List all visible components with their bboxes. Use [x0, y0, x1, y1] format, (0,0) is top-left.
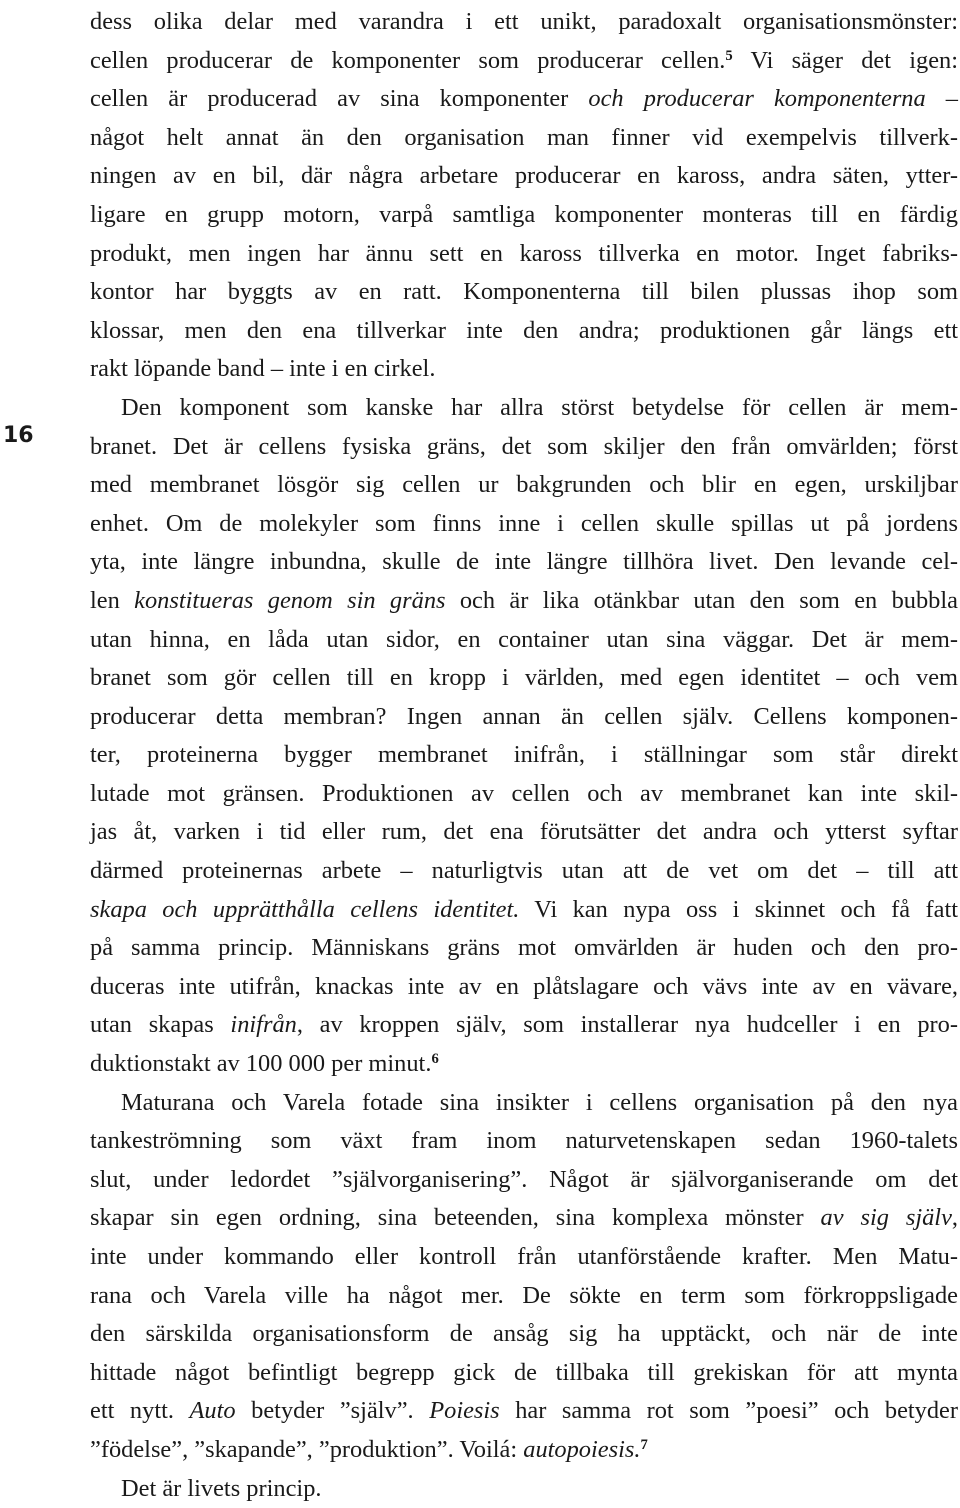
footnote-ref: 6 — [431, 1050, 439, 1067]
text-run: , av kroppen själv, som installerar nya hudceller i en pro- — [296, 1011, 958, 1039]
text-line — [90, 775, 958, 814]
text-run: jas åt, varken i tid eller rum, det ena förutsätter det andra och ytterst syftar — [90, 818, 958, 846]
text-line — [90, 698, 958, 737]
text-run: rana och Varela ville ha något mer. De sökte en term som förkroppsligade — [90, 1281, 958, 1309]
text-line — [90, 1392, 958, 1431]
text-line — [90, 350, 958, 389]
text-line — [90, 80, 958, 119]
italic-text: och producerar komponenterna — [588, 85, 926, 113]
text-run: Det är livets princip. — [121, 1474, 322, 1502]
text-run: branet. Det är cellens fysiska gräns, det som skiljer den från omvärlden; först — [90, 432, 958, 460]
text-run: yta, inte längre inbundna, skulle de inte längre tillhöra livet. Den levande cel- — [90, 548, 958, 576]
text-run: ligare en grupp motorn, varpå samtliga komponenter monteras till en färdig — [90, 200, 958, 228]
text-run: inte under kommando eller kontroll från utanförstående krafter. Men Matu- — [90, 1243, 958, 1270]
text-line — [90, 813, 958, 852]
text-line — [90, 1199, 958, 1238]
text-run: len — [90, 586, 135, 614]
text-run: har samma rot som ”poesi” och betyder — [499, 1397, 959, 1425]
italic-text: skapa och upprätthålla cellens identitet. — [90, 895, 520, 923]
text-line — [90, 1006, 958, 1045]
text-line — [90, 968, 958, 1007]
text-line — [90, 1045, 958, 1084]
text-line — [90, 891, 958, 930]
text-run: lutade mot gränsen. Produktionen av cellen och av membranet kan inte skil- — [90, 779, 958, 807]
text-run: enhet. Om de molekyler som finns inne i cellen skulle spillas ut på jordens — [90, 509, 958, 537]
text-run: skapar sin egen ordning, sina beteenden, sina komplexa mönster — [90, 1204, 821, 1232]
italic-text: autopoiesis. — [523, 1435, 641, 1463]
text-line — [90, 1122, 958, 1161]
italic-text: konstitueras genom sin gräns — [134, 586, 446, 614]
text-line — [90, 852, 958, 891]
text-line — [90, 157, 958, 196]
text-run: Den komponent som kanske har allra störst betydelse för cellen är mem- — [121, 393, 958, 421]
text-line — [90, 1431, 958, 1470]
text-line — [90, 929, 958, 968]
text-line — [90, 1354, 958, 1393]
text-run: något helt annat än den organisation man finner vid exempelvis tillverk- — [90, 123, 958, 151]
page-number: 16 — [3, 423, 34, 448]
text-run: ett nytt. — [90, 1397, 190, 1425]
text-line — [90, 196, 958, 235]
text-line — [90, 1277, 958, 1316]
text-run: utan hinna, en låda utan sidor, en container utan sina väggar. Det är mem- — [90, 625, 958, 653]
text-run: ningen av en bil, där några arbetare producerar en kaross, andra säten, ytter- — [90, 162, 958, 190]
text-line — [90, 505, 958, 544]
text-line — [90, 235, 958, 274]
text-run: ”födelse”, ”skapande”, ”produktion”. Voilá: — [90, 1435, 524, 1463]
text-line — [90, 659, 958, 698]
text-run: utan skapas — [90, 1011, 231, 1039]
text-run: hittade något befintligt begrepp gick de tillbaka till grekiskan för att mynta — [90, 1358, 958, 1386]
text-run: Vi säger det igen: — [732, 46, 958, 74]
text-run: duktionstakt av 100 000 per minut. — [90, 1050, 432, 1078]
text-run: , — [951, 1204, 959, 1232]
text-line — [90, 1315, 958, 1354]
body-text — [90, 3, 958, 1508]
text-line — [90, 466, 958, 505]
text-run: produkt, men ingen har ännu sett en kaross tillverka en motor. Inget fabriks- — [90, 239, 958, 267]
text-run: ter, proteinerna bygger membranet inifrån, i ställningar som står direkt — [90, 741, 958, 769]
text-line — [90, 543, 958, 582]
text-run: klossar, men den ena tillverkar inte den andra; produktionen går längs ett — [90, 316, 958, 344]
text-line — [90, 312, 958, 351]
italic-text: Auto — [189, 1397, 236, 1425]
text-line — [90, 389, 958, 428]
text-run: branet som gör cellen till en kropp i världen, med egen identitet – och vem — [90, 664, 958, 692]
text-line — [90, 428, 958, 467]
text-run: kontor har byggts av en ratt. Komponenterna till bilen plussas ihop som — [90, 278, 958, 306]
text-line — [90, 736, 958, 775]
text-line — [90, 621, 958, 660]
text-run: cellen är producerad av sina komponenter — [90, 85, 589, 113]
text-run: därmed proteinernas arbete – naturligtvis utan att de vet om det – till att — [90, 857, 958, 885]
text-run: dess olika delar med varandra i ett unikt, paradoxalt organisationsmönster: — [90, 8, 958, 35]
text-line — [90, 582, 958, 621]
text-line — [90, 1470, 958, 1508]
footnote-ref: 5 — [725, 47, 733, 64]
text-line — [90, 3, 958, 42]
text-line — [90, 1084, 958, 1123]
text-run: Maturana och Varela fotade sina insikter i cellens organisation på den nya — [121, 1088, 958, 1116]
text-run: tankeströmning som växt fram inom naturvetenskapen sedan 1960-talets — [90, 1127, 958, 1155]
text-run: och är lika otänkbar utan den som en bubbla — [445, 586, 958, 614]
text-run: Vi kan nypa oss i skinnet och få fatt — [519, 895, 958, 923]
text-line — [90, 42, 958, 81]
text-run: på samma princip. Människans gräns mot omvärlden är huden och den pro- — [90, 934, 958, 962]
text-line — [90, 273, 958, 312]
text-line — [90, 1161, 958, 1200]
italic-text: inifrån — [230, 1011, 297, 1039]
text-run: med membranet lösgör sig cellen ur bakgrunden och blir en egen, urskiljbar — [90, 471, 958, 499]
footnote-ref: 7 — [640, 1436, 648, 1453]
text-run: betyder ”själv”. — [235, 1397, 430, 1425]
text-run: rakt löpande band – inte i en cirkel. — [90, 355, 436, 383]
text-run: duceras inte utifrån, knackas inte av en plåtslagare och vävs inte av en vävare, — [90, 972, 958, 1000]
text-line — [90, 1238, 958, 1277]
text-run: cellen producerar de komponenter som producerar cellen. — [90, 46, 726, 74]
text-run: slut, under ledordet ”självorganisering”. Något är självorganiserande om det — [90, 1165, 958, 1193]
italic-text: Poiesis — [429, 1397, 500, 1425]
text-run: – — [925, 85, 958, 113]
italic-text: av sig själv — [820, 1204, 952, 1232]
text-run: den särskilda organisationsform de ansåg sig ha upptäckt, och när de inte — [90, 1320, 958, 1348]
text-line — [90, 119, 958, 158]
text-run: producerar detta membran? Ingen annan än cellen själv. Cellens komponen- — [90, 702, 958, 730]
